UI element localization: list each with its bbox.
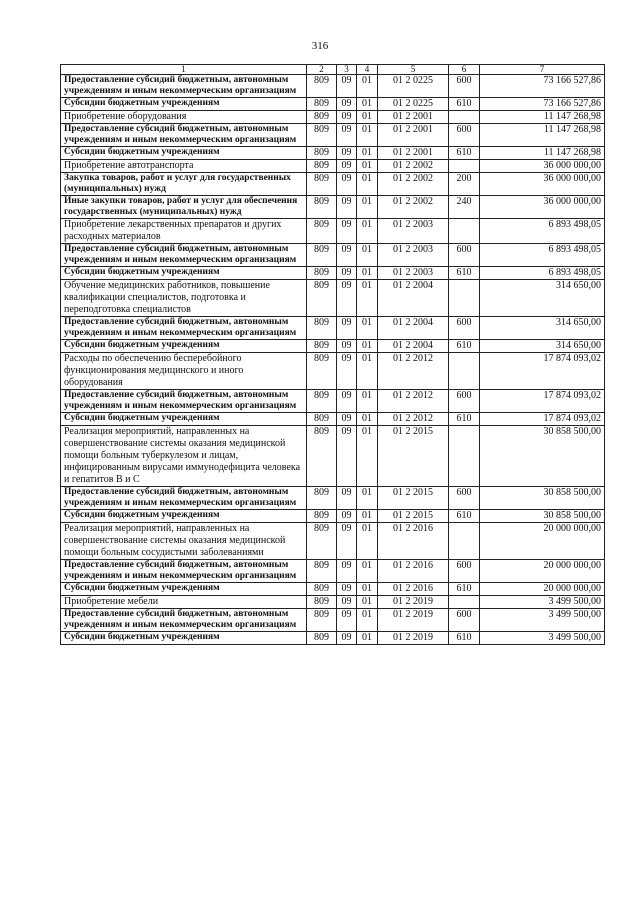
ministry-code-cell: 809 <box>307 413 337 426</box>
amount-cell: 20 000 000,00 <box>480 560 605 583</box>
column-header: 7 <box>480 65 605 75</box>
target-article-cell: 01 2 2016 <box>378 523 449 560</box>
target-article-cell: 01 2 2012 <box>378 353 449 390</box>
section-code-cell: 09 <box>337 353 357 390</box>
amount-cell: 30 858 500,00 <box>480 426 605 487</box>
target-article-cell: 01 2 2002 <box>378 196 449 219</box>
expense-type-cell: 610 <box>449 340 480 353</box>
subsection-code-cell: 01 <box>357 596 378 609</box>
subsection-code-cell: 01 <box>357 244 378 267</box>
subsection-code-cell: 01 <box>357 219 378 244</box>
item-name-cell: Предоставление субсидий бюджетным, автономным учреждениям и иным некоммерческим организациям <box>61 124 307 147</box>
column-header: 6 <box>449 65 480 75</box>
section-code-cell: 09 <box>337 340 357 353</box>
ministry-code-cell: 809 <box>307 124 337 147</box>
amount-cell: 3 499 500,00 <box>480 632 605 645</box>
table-row <box>61 632 605 645</box>
target-article-cell: 01 2 2015 <box>378 426 449 487</box>
target-article-cell: 01 2 2001 <box>378 111 449 124</box>
section-code-cell: 09 <box>337 111 357 124</box>
section-code-cell: 09 <box>337 632 357 645</box>
amount-cell: 3 499 500,00 <box>480 596 605 609</box>
target-article-cell: 01 2 2002 <box>378 173 449 196</box>
target-article-cell: 01 2 2004 <box>378 317 449 340</box>
expense-type-cell: 600 <box>449 560 480 583</box>
ministry-code-cell: 809 <box>307 353 337 390</box>
item-name-cell: Расходы по обеспечению бесперебойного функционирования медицинского и иного оборудования <box>61 353 307 390</box>
item-name-cell: Закупка товаров, работ и услуг для государственных (муниципальных) нужд <box>61 173 307 196</box>
table-row <box>61 583 605 596</box>
subsection-code-cell: 01 <box>357 340 378 353</box>
amount-cell: 36 000 000,00 <box>480 196 605 219</box>
target-article-cell: 01 2 2004 <box>378 340 449 353</box>
subsection-code-cell: 01 <box>357 196 378 219</box>
ministry-code-cell: 809 <box>307 560 337 583</box>
item-name-cell: Субсидии бюджетным учреждениям <box>61 98 307 111</box>
ministry-code-cell: 809 <box>307 147 337 160</box>
section-code-cell: 09 <box>337 510 357 523</box>
column-header: 5 <box>378 65 449 75</box>
table-row <box>61 267 605 280</box>
item-name-cell: Предоставление субсидий бюджетным, автономным учреждениям и иным некоммерческим организациям <box>61 390 307 413</box>
expense-type-cell: 600 <box>449 75 480 98</box>
target-article-cell: 01 2 2019 <box>378 609 449 632</box>
subsection-code-cell: 01 <box>357 426 378 487</box>
subsection-code-cell: 01 <box>357 124 378 147</box>
subsection-code-cell: 01 <box>357 160 378 173</box>
amount-cell: 73 166 527,86 <box>480 98 605 111</box>
ministry-code-cell: 809 <box>307 583 337 596</box>
amount-cell: 3 499 500,00 <box>480 609 605 632</box>
subsection-code-cell: 01 <box>357 390 378 413</box>
item-name-cell: Реализация мероприятий, направленных на совершенствование системы оказания медицинской помощи больным сосудистыми заболеваниями <box>61 523 307 560</box>
section-code-cell: 09 <box>337 173 357 196</box>
amount-cell: 20 000 000,00 <box>480 583 605 596</box>
subsection-code-cell: 01 <box>357 147 378 160</box>
section-code-cell: 09 <box>337 196 357 219</box>
table-row <box>61 98 605 111</box>
table-row <box>61 219 605 244</box>
target-article-cell: 01 2 2019 <box>378 632 449 645</box>
expense-type-cell <box>449 523 480 560</box>
table-row <box>61 426 605 487</box>
section-code-cell: 09 <box>337 244 357 267</box>
column-header: 1 <box>61 65 307 75</box>
amount-cell: 36 000 000,00 <box>480 160 605 173</box>
section-code-cell: 09 <box>337 596 357 609</box>
target-article-cell: 01 2 2012 <box>378 413 449 426</box>
expense-type-cell: 600 <box>449 124 480 147</box>
expense-type-cell: 610 <box>449 632 480 645</box>
table-row <box>61 111 605 124</box>
item-name-cell: Предоставление субсидий бюджетным, автономным учреждениям и иным некоммерческим организациям <box>61 487 307 510</box>
section-code-cell: 09 <box>337 523 357 560</box>
expense-type-cell: 610 <box>449 510 480 523</box>
table-row <box>61 596 605 609</box>
target-article-cell: 01 2 2016 <box>378 560 449 583</box>
subsection-code-cell: 01 <box>357 487 378 510</box>
expense-type-cell: 610 <box>449 583 480 596</box>
table-row <box>61 560 605 583</box>
subsection-code-cell: 01 <box>357 510 378 523</box>
subsection-code-cell: 01 <box>357 173 378 196</box>
section-code-cell: 09 <box>337 124 357 147</box>
section-code-cell: 09 <box>337 426 357 487</box>
item-name-cell: Субсидии бюджетным учреждениям <box>61 632 307 645</box>
subsection-code-cell: 01 <box>357 353 378 390</box>
subsection-code-cell: 01 <box>357 560 378 583</box>
section-code-cell: 09 <box>337 560 357 583</box>
amount-cell: 314 650,00 <box>480 280 605 317</box>
subsection-code-cell: 01 <box>357 413 378 426</box>
subsection-code-cell: 01 <box>357 609 378 632</box>
subsection-code-cell: 01 <box>357 75 378 98</box>
amount-cell: 11 147 268,98 <box>480 111 605 124</box>
expense-type-cell: 600 <box>449 609 480 632</box>
target-article-cell: 01 2 2012 <box>378 390 449 413</box>
page-number: 316 <box>311 40 329 52</box>
ministry-code-cell: 809 <box>307 523 337 560</box>
item-name-cell: Предоставление субсидий бюджетным, автономным учреждениям и иным некоммерческим организациям <box>61 75 307 98</box>
expense-type-cell <box>449 596 480 609</box>
item-name-cell: Субсидии бюджетным учреждениям <box>61 510 307 523</box>
target-article-cell: 01 2 2003 <box>378 219 449 244</box>
ministry-code-cell: 809 <box>307 426 337 487</box>
ministry-code-cell: 809 <box>307 280 337 317</box>
column-header: 2 <box>307 65 337 75</box>
table-row <box>61 124 605 147</box>
expense-type-cell <box>449 280 480 317</box>
item-name-cell: Реализация мероприятий, направленных на совершенствование системы оказания медицинской помощи больным туберкулезом и лицам, инфицированным вирусами иммунодефицита человека и гепатитов В и С <box>61 426 307 487</box>
ministry-code-cell: 809 <box>307 317 337 340</box>
subsection-code-cell: 01 <box>357 98 378 111</box>
section-code-cell: 09 <box>337 487 357 510</box>
item-name-cell: Субсидии бюджетным учреждениям <box>61 267 307 280</box>
table-row <box>61 196 605 219</box>
section-code-cell: 09 <box>337 160 357 173</box>
amount-cell: 36 000 000,00 <box>480 173 605 196</box>
expense-type-cell <box>449 160 480 173</box>
amount-cell: 314 650,00 <box>480 317 605 340</box>
expense-type-cell: 610 <box>449 413 480 426</box>
ministry-code-cell: 809 <box>307 609 337 632</box>
expense-type-cell: 600 <box>449 487 480 510</box>
item-name-cell: Приобретение автотранспорта <box>61 160 307 173</box>
table-row <box>61 609 605 632</box>
item-name-cell: Субсидии бюджетным учреждениям <box>61 413 307 426</box>
item-name-cell: Субсидии бюджетным учреждениям <box>61 147 307 160</box>
section-code-cell: 09 <box>337 219 357 244</box>
subsection-code-cell: 01 <box>357 523 378 560</box>
target-article-cell: 01 2 2016 <box>378 583 449 596</box>
ministry-code-cell: 809 <box>307 196 337 219</box>
ministry-code-cell: 809 <box>307 632 337 645</box>
item-name-cell: Иные закупки товаров, работ и услуг для обеспечения государственных (муниципальных) нужд <box>61 196 307 219</box>
section-code-cell: 09 <box>337 390 357 413</box>
table-row <box>61 280 605 317</box>
subsection-code-cell: 01 <box>357 280 378 317</box>
subsection-code-cell: 01 <box>357 111 378 124</box>
target-article-cell: 01 2 2004 <box>378 280 449 317</box>
expense-type-cell: 600 <box>449 390 480 413</box>
amount-cell: 17 874 093,02 <box>480 390 605 413</box>
item-name-cell: Обучение медицинских работников, повышение квалификации специалистов, подготовка и переподготовка специалистов <box>61 280 307 317</box>
item-name-cell: Предоставление субсидий бюджетным, автономным учреждениям и иным некоммерческим организациям <box>61 244 307 267</box>
column-header: 4 <box>357 65 378 75</box>
amount-cell: 314 650,00 <box>480 340 605 353</box>
ministry-code-cell: 809 <box>307 596 337 609</box>
target-article-cell: 01 2 2002 <box>378 160 449 173</box>
target-article-cell: 01 2 2015 <box>378 487 449 510</box>
section-code-cell: 09 <box>337 147 357 160</box>
item-name-cell: Субсидии бюджетным учреждениям <box>61 340 307 353</box>
expense-type-cell: 610 <box>449 98 480 111</box>
section-code-cell: 09 <box>337 98 357 111</box>
amount-cell: 6 893 498,05 <box>480 219 605 244</box>
target-article-cell: 01 2 2003 <box>378 244 449 267</box>
amount-cell: 17 874 093,02 <box>480 413 605 426</box>
item-name-cell: Предоставление субсидий бюджетным, автономным учреждениям и иным некоммерческим организациям <box>61 560 307 583</box>
ministry-code-cell: 809 <box>307 390 337 413</box>
amount-cell: 17 874 093,02 <box>480 353 605 390</box>
table-row <box>61 353 605 390</box>
expense-type-cell: 240 <box>449 196 480 219</box>
amount-cell: 11 147 268,98 <box>480 124 605 147</box>
subsection-code-cell: 01 <box>357 632 378 645</box>
item-name-cell: Предоставление субсидий бюджетным, автономным учреждениям и иным некоммерческим организациям <box>61 609 307 632</box>
item-name-cell: Предоставление субсидий бюджетным, автономным учреждениям и иным некоммерческим организациям <box>61 317 307 340</box>
expense-type-cell <box>449 111 480 124</box>
budget-table <box>60 64 605 645</box>
amount-cell: 6 893 498,05 <box>480 267 605 280</box>
subsection-code-cell: 01 <box>357 583 378 596</box>
target-article-cell: 01 2 2001 <box>378 124 449 147</box>
table-row <box>61 244 605 267</box>
amount-cell: 30 858 500,00 <box>480 510 605 523</box>
target-article-cell: 01 2 0225 <box>378 75 449 98</box>
ministry-code-cell: 809 <box>307 267 337 280</box>
ministry-code-cell: 809 <box>307 510 337 523</box>
section-code-cell: 09 <box>337 280 357 317</box>
target-article-cell: 01 2 0225 <box>378 98 449 111</box>
section-code-cell: 09 <box>337 583 357 596</box>
table-header-row <box>61 65 605 75</box>
ministry-code-cell: 809 <box>307 340 337 353</box>
target-article-cell: 01 2 2001 <box>378 147 449 160</box>
table-row <box>61 510 605 523</box>
table-row <box>61 487 605 510</box>
ministry-code-cell: 809 <box>307 219 337 244</box>
ministry-code-cell: 809 <box>307 244 337 267</box>
amount-cell: 11 147 268,98 <box>480 147 605 160</box>
ministry-code-cell: 809 <box>307 160 337 173</box>
expense-type-cell <box>449 219 480 244</box>
expense-type-cell: 600 <box>449 317 480 340</box>
subsection-code-cell: 01 <box>357 317 378 340</box>
target-article-cell: 01 2 2015 <box>378 510 449 523</box>
target-article-cell: 01 2 2003 <box>378 267 449 280</box>
expense-type-cell: 200 <box>449 173 480 196</box>
table-row <box>61 160 605 173</box>
section-code-cell: 09 <box>337 75 357 98</box>
table-body <box>61 75 605 645</box>
section-code-cell: 09 <box>337 413 357 426</box>
section-code-cell: 09 <box>337 267 357 280</box>
table-row <box>61 173 605 196</box>
amount-cell: 73 166 527,86 <box>480 75 605 98</box>
table-row <box>61 340 605 353</box>
expense-type-cell: 610 <box>449 147 480 160</box>
ministry-code-cell: 809 <box>307 75 337 98</box>
table-row <box>61 413 605 426</box>
expense-type-cell: 600 <box>449 244 480 267</box>
expense-type-cell <box>449 353 480 390</box>
item-name-cell: Приобретение мебели <box>61 596 307 609</box>
table-row <box>61 147 605 160</box>
amount-cell: 6 893 498,05 <box>480 244 605 267</box>
column-header: 3 <box>337 65 357 75</box>
ministry-code-cell: 809 <box>307 111 337 124</box>
item-name-cell: Приобретение оборудования <box>61 111 307 124</box>
table-row <box>61 317 605 340</box>
table-row <box>61 523 605 560</box>
expense-type-cell <box>449 426 480 487</box>
expense-type-cell: 610 <box>449 267 480 280</box>
ministry-code-cell: 809 <box>307 98 337 111</box>
amount-cell: 20 000 000,00 <box>480 523 605 560</box>
table-row <box>61 75 605 98</box>
ministry-code-cell: 809 <box>307 173 337 196</box>
table-row <box>61 390 605 413</box>
ministry-code-cell: 809 <box>307 487 337 510</box>
item-name-cell: Приобретение лекарственных препаратов и других расходных материалов <box>61 219 307 244</box>
section-code-cell: 09 <box>337 609 357 632</box>
item-name-cell: Субсидии бюджетным учреждениям <box>61 583 307 596</box>
amount-cell: 30 858 500,00 <box>480 487 605 510</box>
target-article-cell: 01 2 2019 <box>378 596 449 609</box>
section-code-cell: 09 <box>337 317 357 340</box>
subsection-code-cell: 01 <box>357 267 378 280</box>
